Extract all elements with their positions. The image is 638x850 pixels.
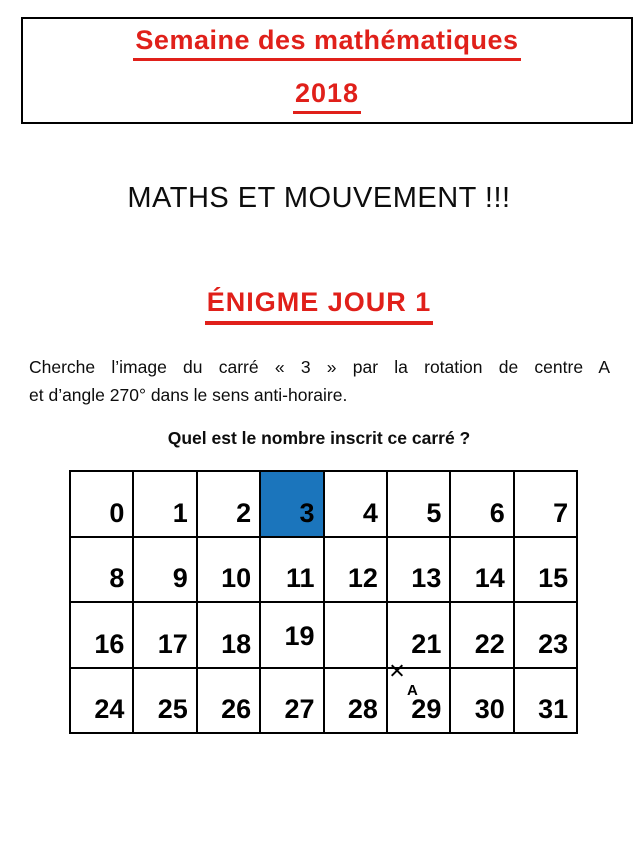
grid-cell-value: 22 (474, 628, 505, 659)
grid-cell-value: 28 (347, 694, 378, 724)
grid-cell (450, 471, 513, 537)
grid-cell (450, 602, 513, 668)
grid-cell (197, 668, 260, 734)
grid-cell-value: 1 (172, 497, 188, 528)
grid-cell-value: 14 (474, 563, 505, 593)
grid-cell (70, 602, 133, 668)
grid-cell-value: 0 (109, 497, 125, 528)
grid-cell-value: 4 (362, 497, 378, 528)
grid-cell-value: 12 (347, 563, 378, 593)
grid-cell (324, 471, 387, 537)
grid-cell-value: 7 (553, 497, 569, 528)
number-grid (69, 470, 578, 734)
grid-cell (260, 602, 323, 668)
grid-cell (514, 668, 577, 734)
grid-cell-value: 25 (157, 694, 188, 724)
grid-cell (133, 471, 196, 537)
grid-cell (450, 537, 513, 603)
grid-row (70, 471, 577, 537)
grid-cell-value: 9 (172, 563, 188, 593)
grid-cell (133, 537, 196, 603)
grid-cell-value: 29 (411, 694, 442, 724)
header-title-row (23, 25, 631, 61)
grid-table (69, 470, 578, 734)
document-title: Semaine des mathématiques (133, 25, 520, 61)
grid-cell (387, 537, 450, 603)
grid-cell (260, 668, 323, 734)
grid-cell-value: 21 (411, 628, 442, 659)
document-year: 2018 (293, 78, 361, 114)
grid-cell (260, 471, 323, 537)
grid-cell-value: 2 (236, 497, 252, 528)
grid-cell (450, 668, 513, 734)
grid-cell-value: 8 (109, 563, 125, 593)
problem-line-1: Cherche l’image du carré « 3 » par la rotation de centre A (29, 357, 610, 377)
grid-cell-value: 27 (284, 694, 315, 724)
grid-cell (197, 602, 260, 668)
header-year-row (23, 78, 631, 114)
grid-cell-value: 6 (489, 497, 505, 528)
grid-cell-value: 18 (221, 628, 252, 659)
grid-cell-value: 24 (94, 694, 125, 724)
grid-cell (133, 602, 196, 668)
grid-cell (70, 471, 133, 537)
grid-cell-value: 5 (426, 497, 442, 528)
grid-cell (324, 537, 387, 603)
grid-row (70, 537, 577, 603)
grid-cell-value: 16 (94, 628, 125, 659)
grid-cell-value: 19 (284, 620, 315, 651)
grid-cell (260, 537, 323, 603)
header-box (21, 17, 633, 124)
grid-row (70, 602, 577, 668)
problem-text (29, 353, 610, 409)
grid-cell (514, 602, 577, 668)
grid-row (70, 668, 577, 734)
subtitle: MATHS ET MOUVEMENT !!! (127, 182, 511, 214)
grid-cell (324, 602, 387, 668)
grid-cell (197, 471, 260, 537)
rotation-center-label: A (407, 682, 418, 699)
grid-cell (514, 471, 577, 537)
grid-cell-value: 30 (474, 694, 505, 724)
grid-cell-value: 10 (221, 563, 252, 593)
enigma-title: ÉNIGME JOUR 1 (205, 287, 434, 325)
grid-cell-value: 11 (286, 563, 315, 593)
grid-cell-value: 13 (411, 563, 442, 593)
grid-cell-value: 26 (221, 694, 252, 724)
grid-cell-value: 15 (538, 563, 569, 593)
grid-cell-value: 17 (157, 628, 188, 659)
enigma-heading-row (0, 287, 638, 325)
grid-cell (514, 537, 577, 603)
grid-cell-value: 23 (538, 628, 569, 659)
problem-line-2: et d’angle 270° dans le sens anti-horaire. (29, 385, 348, 405)
grid-cell (70, 537, 133, 603)
grid-cell-value: 3 (299, 497, 315, 528)
grid-cell (324, 668, 387, 734)
grid-cell (70, 668, 133, 734)
x-marker-icon: × (389, 655, 405, 686)
question-text: Quel est le nombre inscrit ce carré ? (167, 428, 471, 448)
grid-cell (387, 471, 450, 537)
grid-cell-value: 31 (538, 694, 569, 724)
grid-cell (197, 537, 260, 603)
grid-cell (133, 668, 196, 734)
